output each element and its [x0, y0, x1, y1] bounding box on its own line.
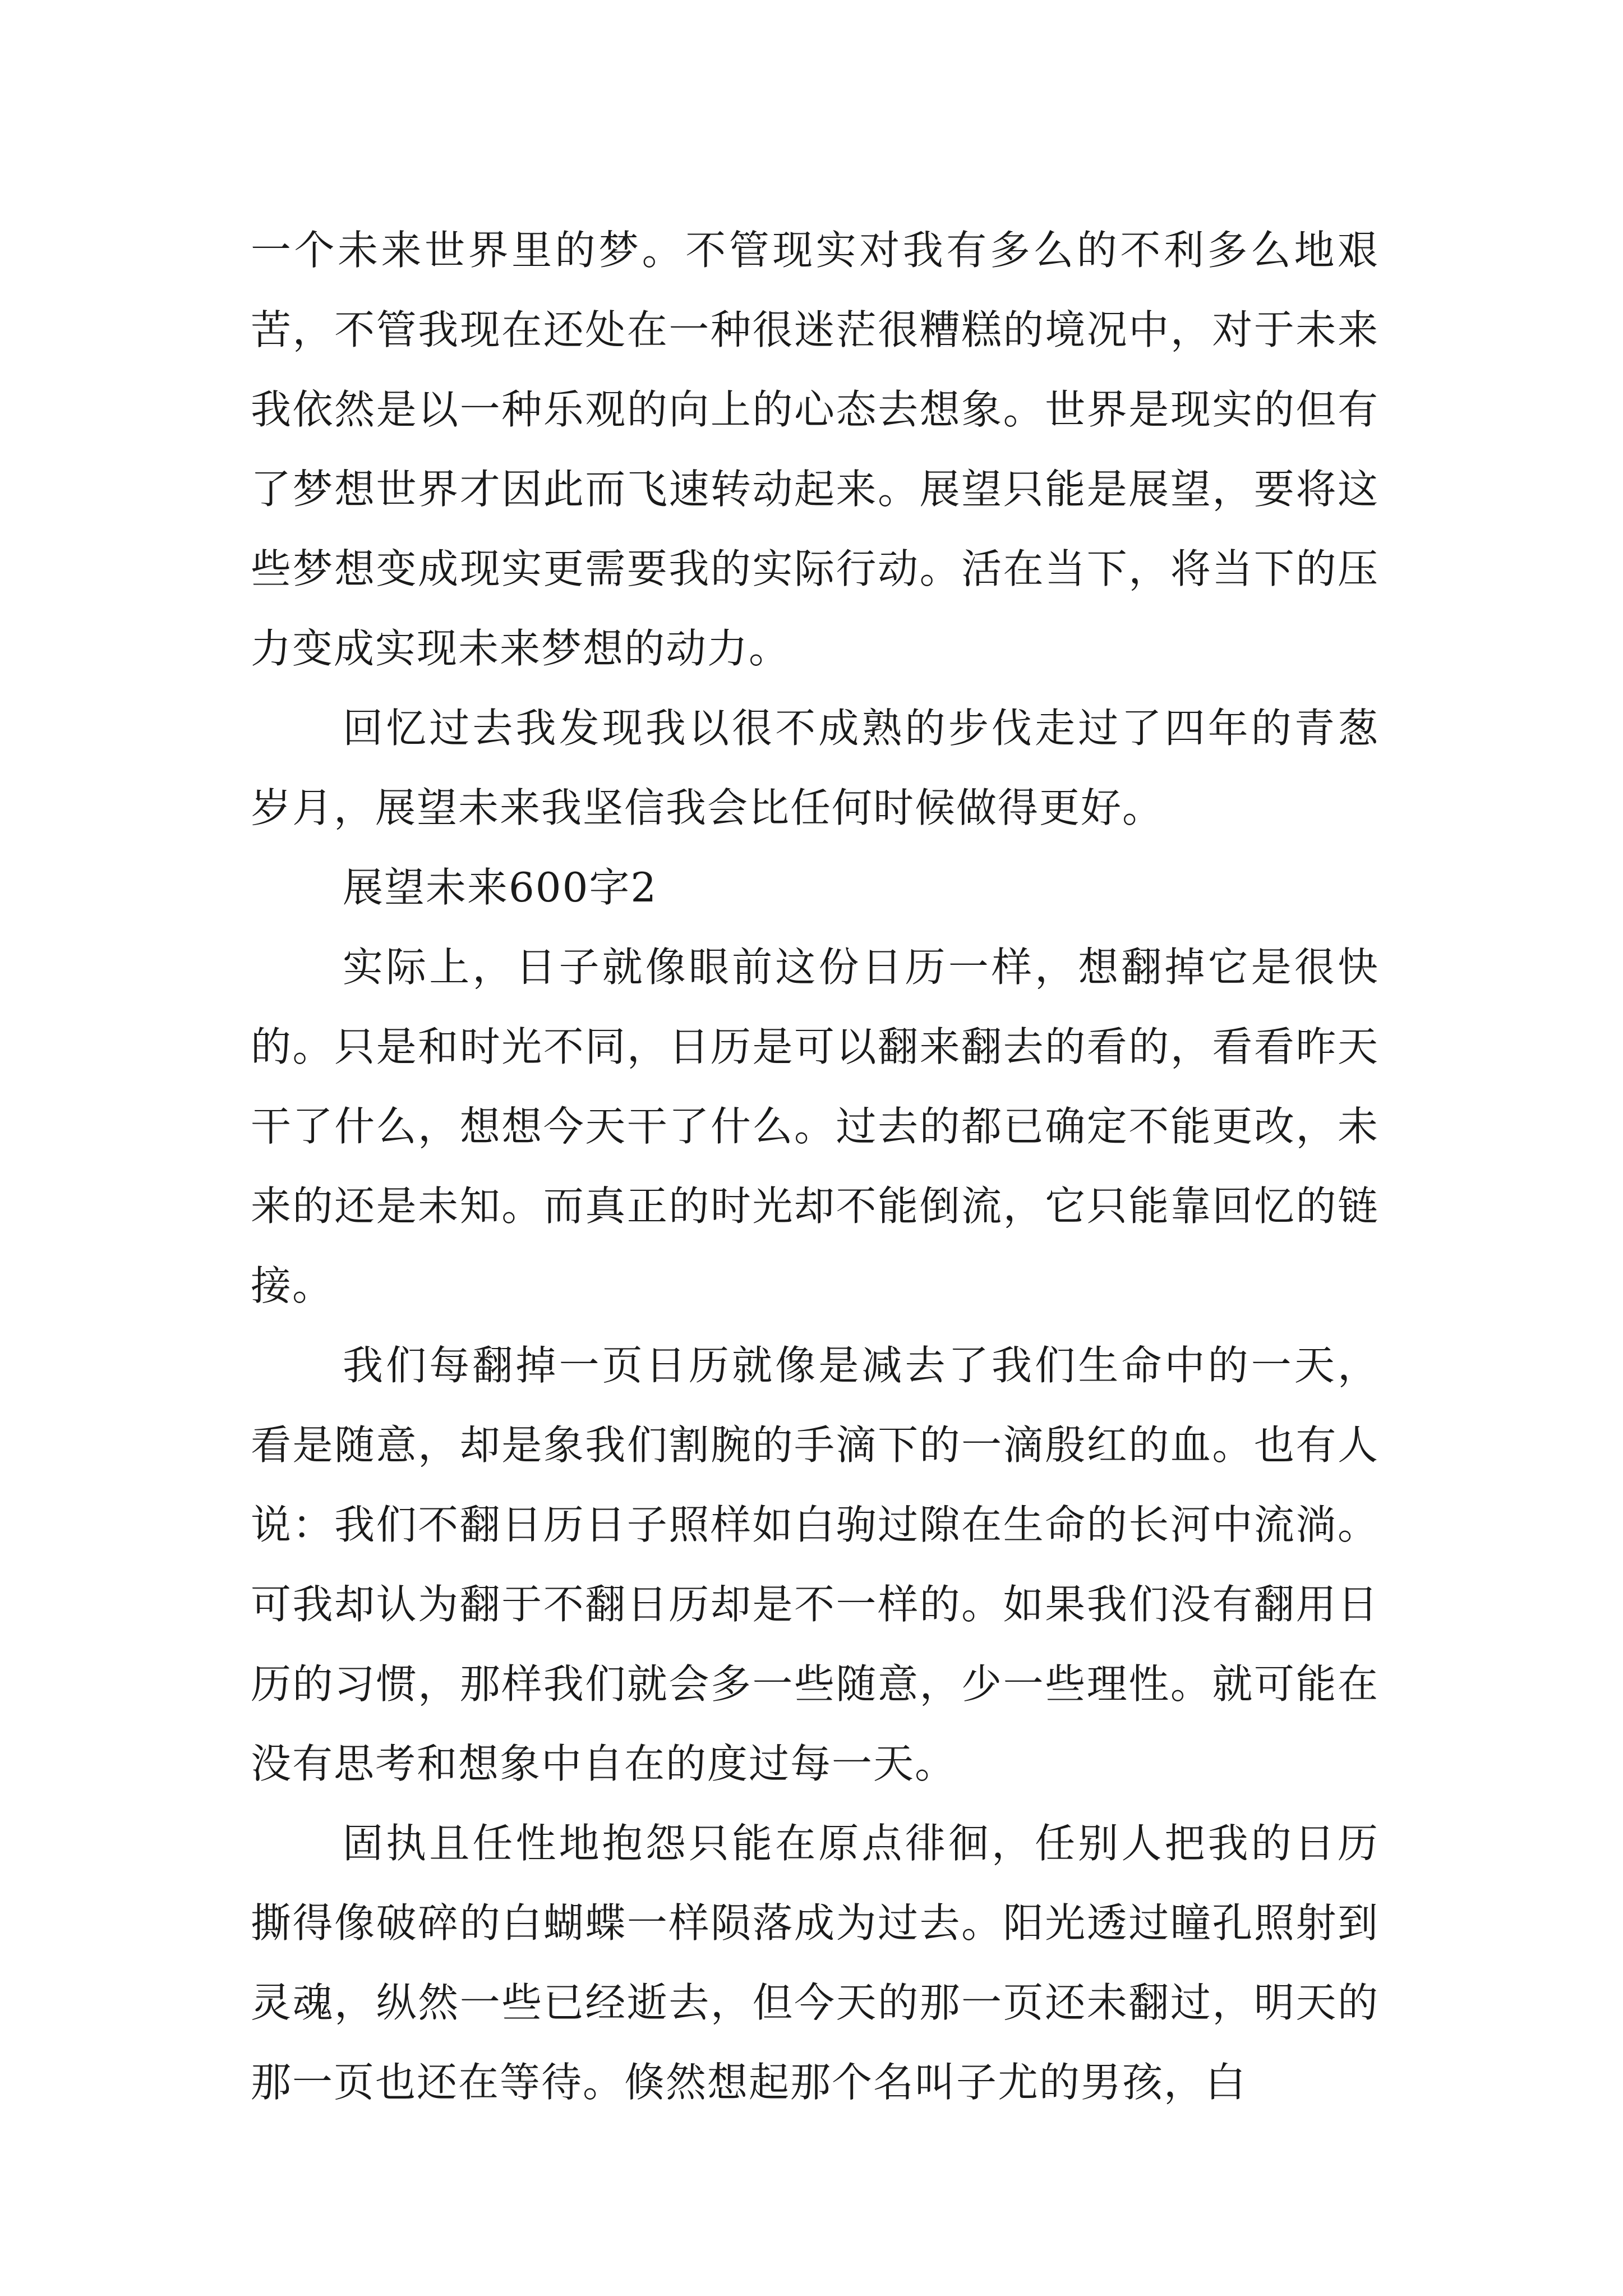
paragraph-3: 实际上，日子就像眼前这份日历一样，想翻掉它是很快的。只是和时光不同，日历是可以翻来翻去的看的，看看昨天干了什么，想想今天干了什么。过去的都已确定不能更改，未来的还是未知。而真正的时光却不能倒流，它只能靠回忆的链接。 [251, 944, 1379, 1309]
document-body [251, 210, 1379, 2122]
paragraph-4: 我们每翻掉一页日历就像是减去了我们生命中的一天，看是随意，却是象我们割腕的手滴下的一滴殷红的血。也有人说：我们不翻日历日子照样如白驹过隙在生命的长河中流淌。可我却认为翻于不翻日历却是不一样的。如果我们没有翻用日历的习惯，那样我们就会多一些随意，少一些理性。就可能在没有思考和想象中自在的度过每一天。 [251, 1342, 1379, 1787]
paragraph-5: 固执且任性地抱怨只能在原点徘徊，任别人把我的日历撕得像破碎的白蝴蝶一样陨落成为过去。阳光透过瞳孔照射到灵魂，纵然一些已经逝去，但今天的那一页还未翻过，明天的那一页也还在等待。倏然想起那个名叫子尤的男孩，白 [251, 1820, 1379, 2106]
paragraph-1: 一个未来世界里的梦。不管现实对我有多么的不利多么地艰苦，不管我现在还处在一种很迷茫很糟糕的境况中，对于未来我依然是以一种乐观的向上的心态去想象。世界是现实的但有了梦想世界才因此而飞速转动起来。展望只能是展望，要将这些梦想变成现实更需要我的实际行动。活在当下，将当下的压力变成实现未来梦想的动力。 [251, 227, 1379, 672]
section-heading: 展望未来600字2 [343, 864, 658, 911]
paragraph-2: 回忆过去我发现我以很不成熟的步伐走过了四年的青葱岁月，展望未来我坚信我会比任何时候做得更好。 [251, 705, 1379, 831]
